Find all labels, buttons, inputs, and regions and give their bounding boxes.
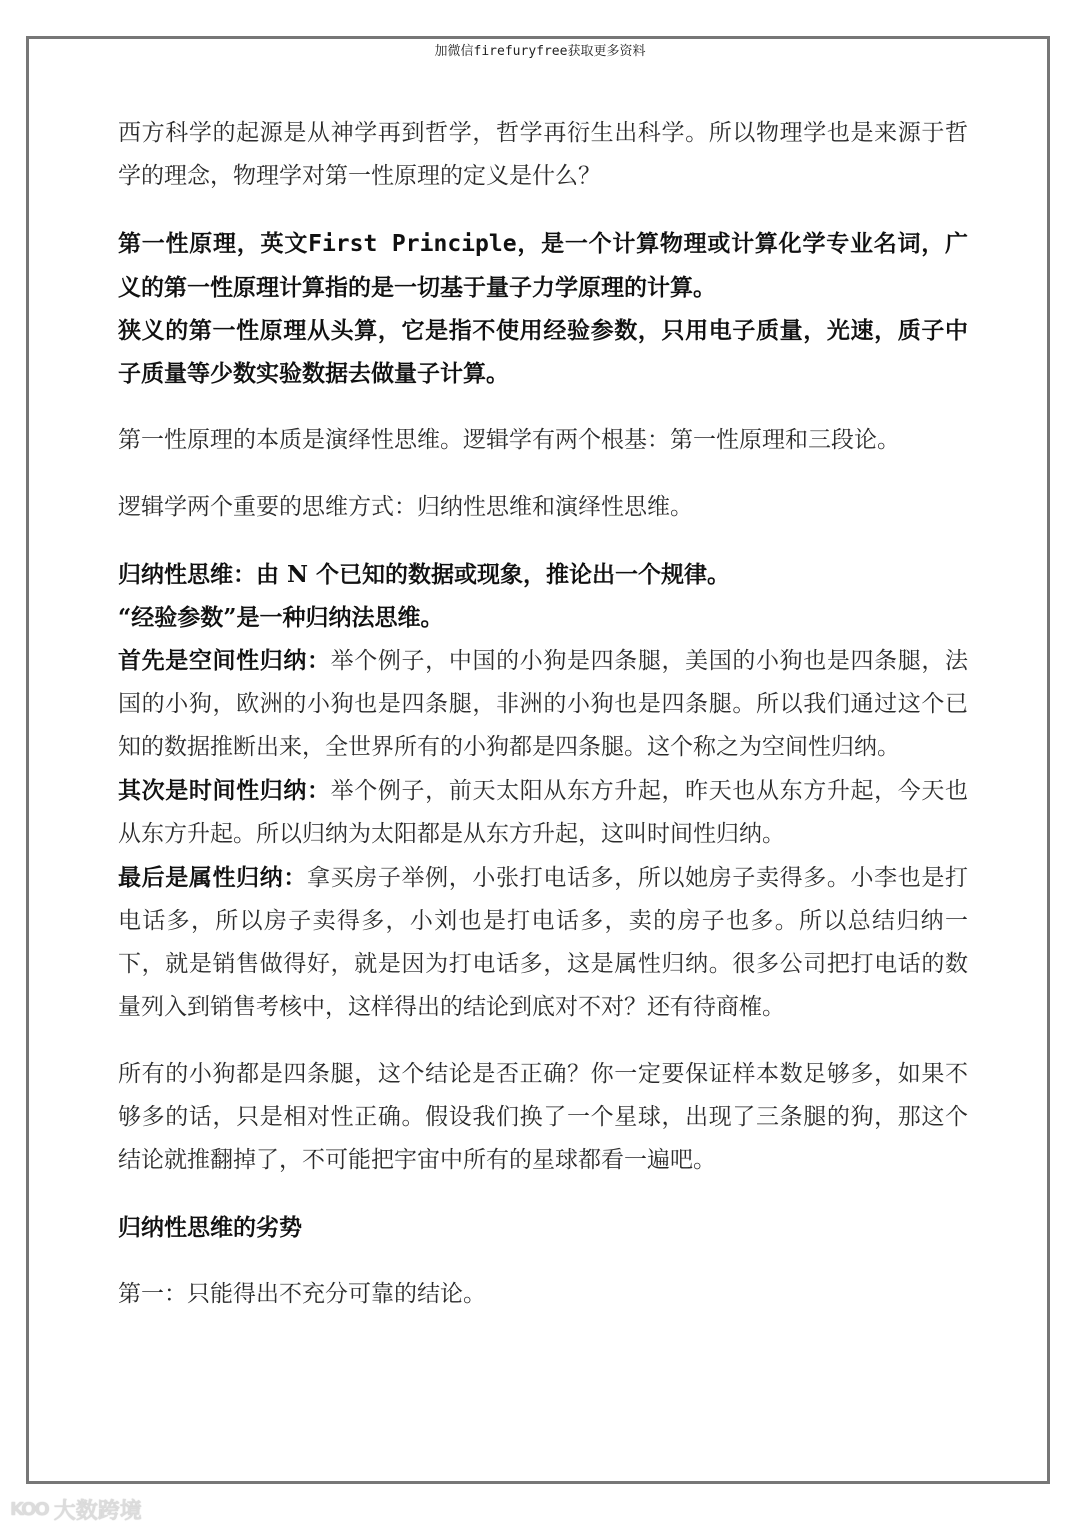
paragraph-origin-of-science: 西方科学的起源是从神学再到哲学，哲学再衍生出科学。所以物理学也是来源于哲学的理念，物理学对第一性原理的定义是什么？	[118, 120, 968, 189]
document-body	[118, 112, 968, 1316]
spatial-induction-label: 首先是空间性归纳：	[118, 647, 331, 674]
paragraph-empirical-parameters: “经验参数”是一种归纳法思维。	[118, 604, 444, 631]
temporal-induction-text: 举个例子，前天太阳从东方升起，昨天也从东方升起，今天也从东方升起。所以归纳为太阳都是从东方升起，这叫时间性归纳。	[118, 778, 969, 847]
paragraph-weakness-first: 第一：只能得出不充分可靠的结论。	[118, 1281, 486, 1307]
spatial-induction-text: 举个例子，中国的小狗是四条腿，美国的小狗也是四条腿，法国的小狗，欧洲的小狗也是四条腿，非洲的小狗也是四条腿。所以我们通过这个已知的数据推断出来，全世界所有的小狗都是四条腿。这个称之为空间性归纳。	[118, 648, 969, 760]
section-heading-inductive-weakness: 归纳性思维的劣势	[118, 1214, 302, 1241]
paragraph-temporal-induction	[118, 769, 968, 856]
attribute-induction-text: 拿买房子举例，小张打电话多，所以她房子卖得多。小李也是打电话多，所以房子卖得多，小刘也是打电话多，卖的房子也多。所以总结归纳一下，就是销售做得好，就是因为打电话多，这是属性归纳。很多公司把打电话的数量列入到销售考核中，这样得出的结论到底对不对？还有待商榷。	[118, 865, 969, 1020]
paragraph-four-legged-dogs: 所有的小狗都是四条腿，这个结论是否正确？你一定要保证样本数足够多，如果不够多的话，只是相对性正确。假设我们换了一个星球，出现了三条腿的狗，那这个结论就推翻掉了，不可能把宇宙中所有的星球都看一遍吧。	[118, 1061, 968, 1173]
paragraph-deductive-essence: 第一性原理的本质是演绎性思维。逻辑学有两个根基：第一性原理和三段论。	[118, 427, 900, 453]
header-note: 加微信firefuryfree获取更多资料	[434, 44, 646, 59]
first-principle-prefix: 第一性原理，英文	[118, 230, 309, 257]
first-principle-suffix: ，是一个计算物理或计算化学专业名词，广义的第一性原理计算指的是一切基于量子力学原理的计算。	[118, 230, 969, 301]
temporal-induction-label: 其次是时间性归纳：	[118, 777, 331, 804]
first-principle-english: First Principle	[308, 231, 517, 257]
paragraph-narrow-definition: 狭义的第一性原理从头算，它是指不使用经验参数，只用电子质量，光速，质子中子质量等少数实验数据去做量子计算。	[118, 317, 968, 387]
paragraph-attribute-induction	[118, 856, 968, 1029]
paragraph-inductive-definition: 归纳性思维：由 N 个已知的数据或现象，推论出一个规律。	[118, 561, 731, 588]
watermark-logo-icon: KOO	[10, 1499, 48, 1520]
watermark	[10, 1494, 142, 1525]
watermark-text: 大数跨境	[53, 1499, 142, 1524]
paragraph-two-thinking-modes: 逻辑学两个重要的思维方式：归纳性思维和演绎性思维。	[118, 494, 693, 520]
attribute-induction-label: 最后是属性归纳：	[118, 864, 308, 891]
paragraph-first-principle-definition	[118, 222, 968, 309]
paragraph-spatial-induction	[118, 639, 968, 769]
